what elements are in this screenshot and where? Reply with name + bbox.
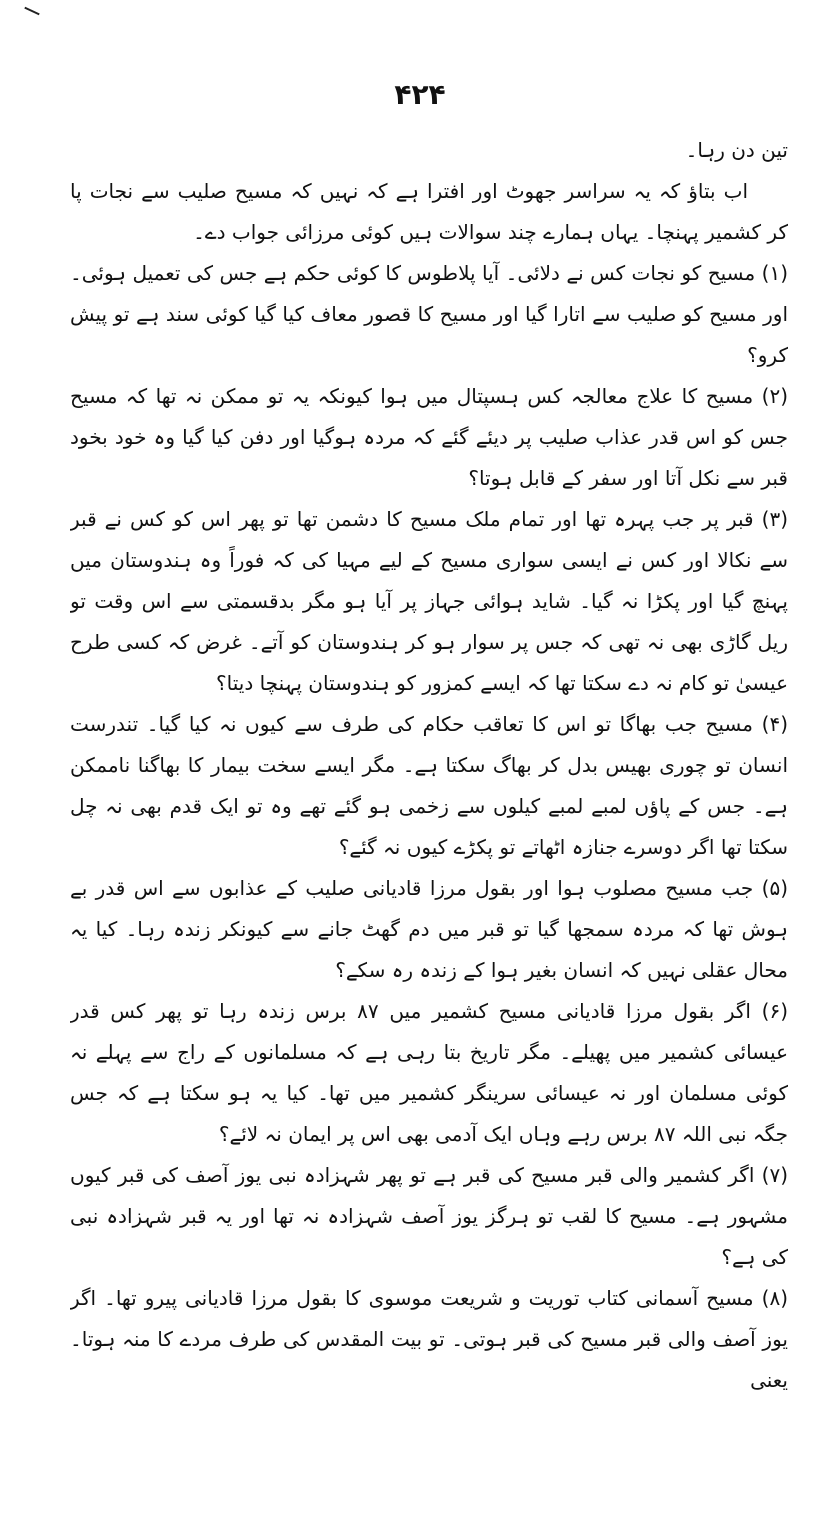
question-2: (۲) مسیح کا علاج معالجہ کس ہسپتال میں ہوا کیونکہ یہ تو ممکن نہ تھا کہ مسیح جس کو اس قدر عذاب صلیب پر دیئے گئے کہ مردہ ہوگیا اور دفن کیا گیا وہ خود بخود قبر سے نکل آتا اور سفر کے قابل ہوتا؟	[70, 384, 788, 490]
question-1: (۱) مسیح کو نجات کس نے دلائی۔ آیا پلاطوس کا کوئی حکم ہے جس کی تعمیل ہوئی۔ اور مسیح کو صلیب سے اتارا گیا اور مسیح کا قصور معاف کیا گیا کوئی سند ہے تو پیش کرو؟	[70, 261, 788, 367]
question-6: (۶) اگر بقول مرزا قادیانی مسیح کشمیر میں ۸۷ برس زندہ رہا تو پھر کس قدر عیسائی کشمیر میں پھیلے۔ مگر تاریخ بتا رہی ہے کہ مسلمانوں کے راج سے پہلے نہ کوئی مسلمان اور نہ عیسائی سرینگر کشمیر میں تھا۔ کیا یہ ہو سکتا ہے کہ جس جگہ نبی اللہ ۸۷ برس رہے وہاں ایک آدمی بھی اس پر ایمان نہ لائے؟	[70, 999, 788, 1146]
question-7: (۷) اگر کشمیر والی قبر مسیح کی قبر ہے تو پھر شہزادہ نبی یوز آصف کی قبر کیوں مشہور ہے۔ مسیح کا لقب تو ہرگز یوز آصف شہزادہ نہ تھا اور یہ قبر شہزادہ نبی کی ہے؟	[70, 1163, 788, 1269]
question-5: (۵) جب مسیح مصلوب ہوا اور بقول مرزا قادیانی صلیب کے عذابوں سے اس قدر بے ہوش تھا کہ مردہ سمجھا گیا تو قبر میں دم گھٹ جانے سے کیونکر زندہ رہا۔ کیا یہ محال عقلی نہیں کہ انسان بغیر ہوا کے زندہ رہ سکے؟	[70, 876, 788, 982]
question-3: (۳) قبر پر جب پہرہ تھا اور تمام ملک مسیح کا دشمن تھا تو پھر اس کو کس نے قبر سے نکالا اور کس نے ایسی سواری مسیح کے لیے مہیا کی کہ فوراً وہ ہندوستان میں پہنچ گیا اور پکڑا نہ گیا۔ شاید ہوائی جہاز پر آیا ہو مگر بدقسمتی سے اس وقت تو ریل گاڑی بھی نہ تھی کہ جس پر سوار ہو کر ہندوستان کو آتے۔ غرض کہ کسی طرح عیسیٰ تو کام نہ دے سکتا تھا کہ ایسے کمزور کو ہندوستان پہنچا دیتا؟	[70, 507, 788, 695]
paragraph-intro-fragment: تین دن رہا۔	[685, 138, 788, 162]
body-text	[70, 130, 788, 1490]
question-4: (۴) مسیح جب بھاگا تو اس کا تعاقب حکام کی طرف سے کیوں نہ کیا گیا۔ تندرست انسان تو چوری بھیس بدل کر بھاگ سکتا ہے۔ مگر ایسے سخت بیمار کا بھاگنا ناممکن ہے۔ جس کے پاؤں لمبے لمبے کیلوں سے زخمی ہو گئے تھے وہ تو ایک قدم بھی نہ چل سکتا تھا اگر دوسرے جنازہ اٹھاتے تو پکڑے کیوں نہ گئے؟	[70, 712, 788, 859]
page-number: ۴۲۴	[394, 78, 446, 111]
question-8: (۸) مسیح آسمانی کتاب توریت و شریعت موسوی کا بقول مرزا قادیانی پیرو تھا۔ اگر یوز آصف والی قبر مسیح کی قبر ہوتی۔ تو بیت المقدس کی طرف مردے کا منہ ہوتا۔ یعنی	[70, 1286, 788, 1392]
scan-mark	[24, 7, 39, 16]
paragraph-intro: اب بتاؤ کہ یہ سراسر جھوٹ اور افترا ہے کہ نہیں کہ مسیح صلیب سے نجات پا کر کشمیر پہنچا۔ یہاں ہمارے چند سوالات ہیں کوئی مرزائی جواب دے۔	[70, 179, 788, 244]
